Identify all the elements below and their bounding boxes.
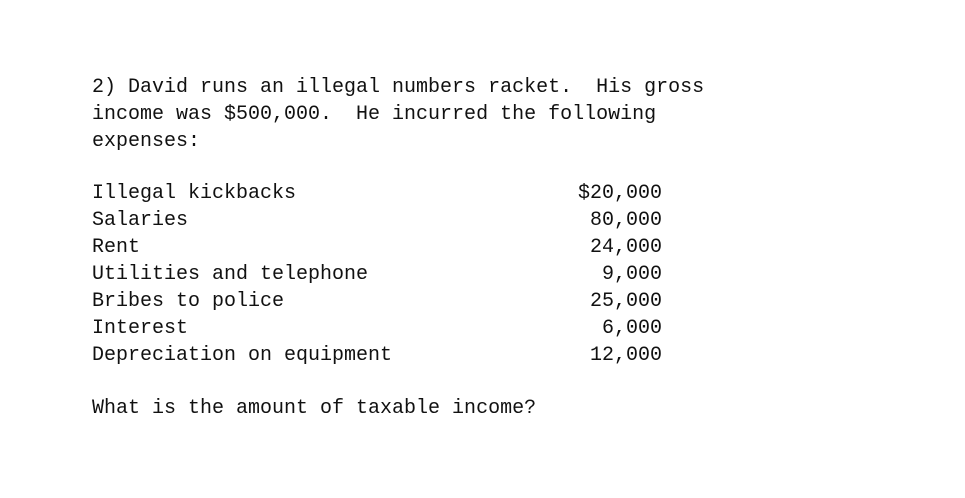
expense-amount: 24,000 <box>589 236 662 259</box>
expense-label: Illegal kickbacks <box>92 182 297 205</box>
expense-row <box>92 234 662 261</box>
expense-amount: $20,000 <box>577 182 662 205</box>
question-text: What is the amount of taxable income? <box>92 397 537 420</box>
expense-label: Rent <box>92 236 141 259</box>
problem-intro <box>92 74 704 155</box>
expense-label: Bribes to police <box>92 290 285 313</box>
expense-row <box>92 180 662 207</box>
expense-amount: 80,000 <box>589 209 662 232</box>
expense-list <box>92 180 662 369</box>
expense-label: Utilities and telephone <box>92 263 369 286</box>
expense-amount: 9,000 <box>601 263 662 286</box>
expense-amount: 6,000 <box>601 317 662 340</box>
expense-label: Salaries <box>92 209 189 232</box>
expense-row <box>92 207 662 234</box>
expense-row <box>92 315 662 342</box>
expense-label: Depreciation on equipment <box>92 344 393 367</box>
expense-row <box>92 261 662 288</box>
intro-line: expenses: <box>92 130 201 153</box>
expense-row <box>92 288 662 315</box>
expense-label: Interest <box>92 317 189 340</box>
expense-row <box>92 342 662 369</box>
expense-amount: 25,000 <box>589 290 662 313</box>
intro-line: income was $500,000. He incurred the following <box>92 103 657 126</box>
expense-amount: 12,000 <box>589 344 662 367</box>
intro-line: 2) David runs an illegal numbers racket. His gross <box>92 76 705 99</box>
